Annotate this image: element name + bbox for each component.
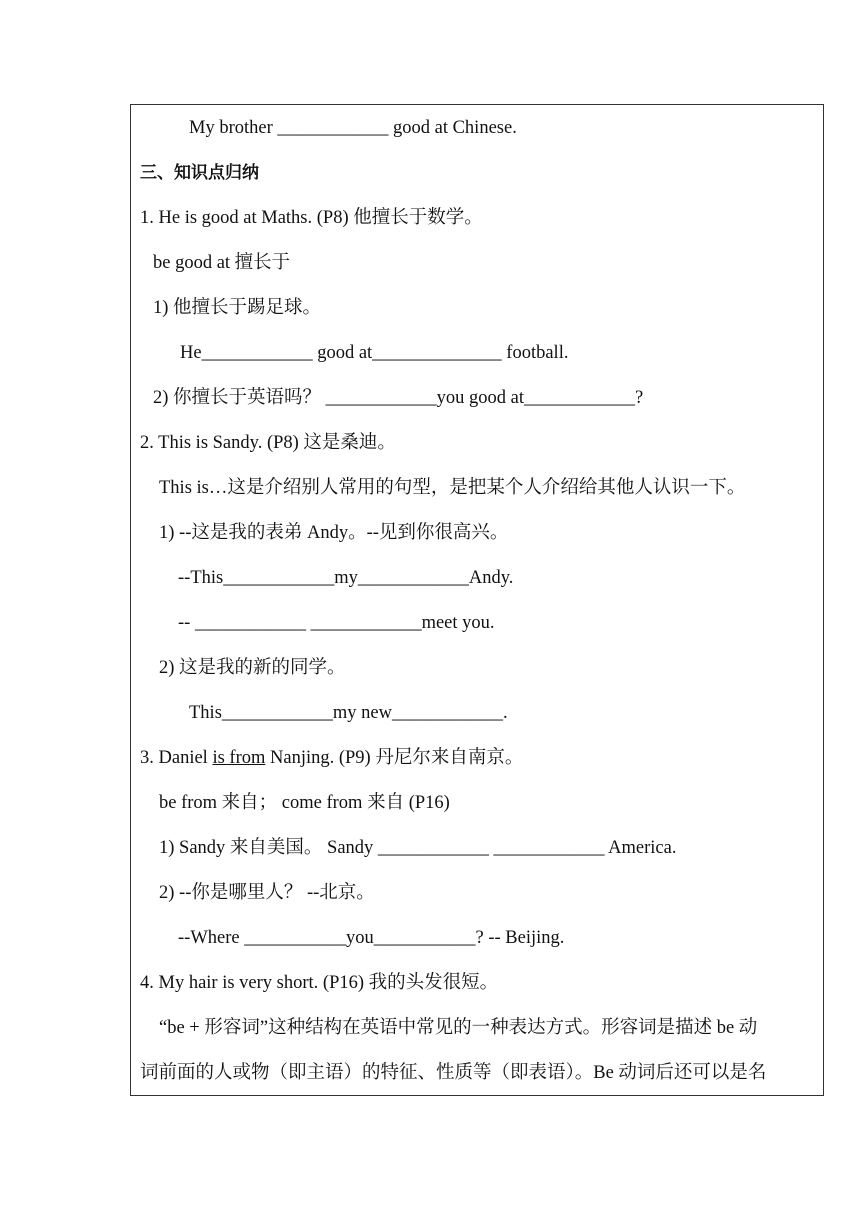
explanation-line: “be + 形容词”这种结构在英语中常见的一种表达方式。形容词是描述 be 动 xyxy=(159,1018,758,1038)
exercise-prompt: 2) 这是我的新的同学。 xyxy=(159,658,346,678)
point-heading-2: 2. This is Sandy. (P8) 这是桑迪。 xyxy=(140,433,396,453)
exercise-prompt: 1) Sandy 来自美国。 Sandy ____________ ____________ America. xyxy=(159,838,677,858)
section-heading: 三、知识点归纳 xyxy=(140,163,259,183)
exercise-prompt: 1) 他擅长于踢足球。 xyxy=(153,298,322,318)
exercise-prompt: 1) --这是我的表弟 Andy。--见到你很高兴。 xyxy=(159,523,509,543)
exercise-blank-line: -- ____________ ____________meet you. xyxy=(178,613,495,633)
point-heading-4: 4. My hair is very short. (P16) 我的头发很短。 xyxy=(140,973,499,993)
exercise-blank-line: He____________ good at______________ football. xyxy=(180,343,569,363)
explanation-line: This is…这是介绍别人常用的句型，是把某个人介绍给其他人认识一下。 xyxy=(159,478,746,498)
point-heading-1: 1. He is good at Maths. (P8) 他擅长于数学。 xyxy=(140,208,483,228)
phrase-line: be from 来自； come from 来自 (P16) xyxy=(159,793,450,813)
heading-text-end: Nanjing. (P9) 丹尼尔来自南京。 xyxy=(265,748,524,768)
exercise-prompt: 2) --你是哪里人？ --北京。 xyxy=(159,883,375,903)
exercise-line: My brother ____________ good at Chinese. xyxy=(189,118,517,138)
exercise-prompt: 2) 你擅长于英语吗？ ____________you good at____________? xyxy=(153,388,644,408)
heading-text-start: 3. Daniel xyxy=(140,748,213,768)
point-heading-3 xyxy=(140,747,523,769)
explanation-line: 词前面的人或物（即主语）的特征、性质等（即表语）。Be 动词后还可以是名 xyxy=(140,1063,767,1083)
exercise-blank-line: --This____________my____________Andy. xyxy=(178,568,514,588)
underlined-phrase: is from xyxy=(212,748,266,768)
phrase-line: be good at 擅长于 xyxy=(153,253,291,273)
exercise-blank-line: --Where ___________you___________? -- Beijing. xyxy=(178,928,565,948)
exercise-blank-line: This____________my new____________. xyxy=(189,703,508,723)
